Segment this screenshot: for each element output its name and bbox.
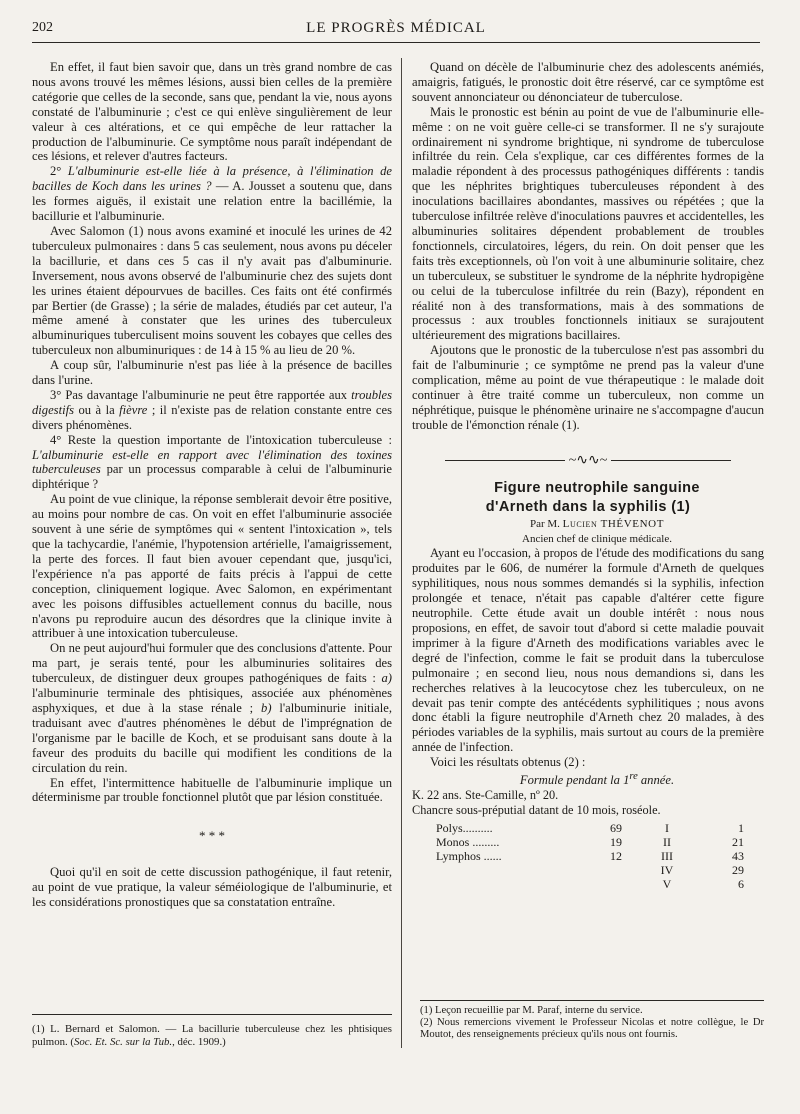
paragraph: Ayant eu l'occasion, à propos de l'étude des modifications du sang produites par le 606, de numérer la formule d'Arneth de quelques syphilitiques, nous nous sommes demandés si la syphilis, infection prolongée et tenace, n'était pas capable d'altérer cette figure neutrophile. Cette étude avait un double intérêt : nous nous proposions, en effet, de savoir tout d'abord si cette maladie pouvait imprimer à la figure d'Arneth des modifications variables avec le degré de l'infection, comme le fait se produit dans la tuberculose pulmonaire ; en second lieu, nous nous demandions si, dans les recherches relatives à la leucocytose chez les tuberculeux, on ne devait pas tenir compte des antécédents syphilitiques ; nous avons donc établi la figure neutrophile d'Arneth chez 20 malades, à des périodes variables de la syphilis, mais surtout au cours de la première année de l'infection. [412, 546, 764, 755]
formula-table [436, 821, 744, 891]
table-row [436, 821, 744, 835]
table-cell-pct: 19 [610, 834, 622, 849]
paragraph: 4° Reste la question importante de l'intoxication tuberculeuse : L'albuminurie est-elle en rapport avec l'élimination des toxines tuberculeuses par un processus comparable à celui de l'albuminurie diphtérique ? [32, 432, 392, 492]
table-cell-pct: 69 [610, 820, 622, 835]
table-row [436, 835, 744, 849]
table-cell-label: Monos ......... [436, 834, 500, 849]
table-cell-cls: IV [660, 862, 674, 877]
paragraph: En effet, il faut bien savoir que, dans un très grand nombre de cas nous avons trouvé les mêmes lésions, aussi bien celles de la première catégorie que celles de la seconde, sans que, pendant la vie, nous ayons constaté de l'albuminurie ; c'est ce qui enlève singulièrement de leur valeur à ces altérations, et ce qui empêche de leur rattacher la production de l'albuminurie. Ce symptôme nous paraît indépendant de ces lésions, et relever d'autres facteurs. [32, 60, 392, 164]
paragraph: Voici les résultats obtenus (2) : [430, 755, 586, 770]
footnote: (2) Nous remercions vivement le Professeur Nicolas et notre collègue, le Dr Moutot, des renseignements précieux qu'ils nous ont fournis. [420, 1017, 764, 1041]
table-cell-cnt: 1 [738, 820, 744, 835]
paragraph: Au point de vue clinique, la réponse semblerait devoir être positive, au moins pour nombre de cas. On voit en effet l'albuminurie associée souvent à une série de symptômes qui « sentent l'intoxication », tels que la tachycardie, l'anémie, l'hypotension artérielle, l'amaigrissement, la perte des forces. Il faut bien avouer cependant que, jusqu'ici, l'expérience n'a pas apporté de faits précis à l'appui de cette conception, cliniquement logique. Avec Salomon, en expérimentant avec les poisons diffusibles actuellement connus du bacille, nous n'avons pu reproduire aucun des désordres que la clinique invite à attribuer à une intoxication tuberculeuse. [32, 492, 392, 641]
paragraph: Mais le pronostic est bénin au point de vue de l'albuminurie elle-même : on ne voit guère celle-ci se transformer. Il ne s'y surajoute ordinairement ni syndrome brightique, ni syndrome de tuberculose infiltrée du rein. Cela s'explique, car ces différentes formes de la maladie répondent à des processus pathogéniques différents : tandis que les néphrites brightiques tuberculeuses répondent à des inoculations bacillaires abondantes, massives ou répétées ; que la tuberculose infiltrée relève d'inoculations pauvres et accidentelles, les albuminuries solitaires dépendent probablement de troubles fonctionnels, circulatoires, légers, du rein. On doit penser que les faits très exceptionnels, où l'on voit à une albuminurie solitaire, chez un tuberculeux, se substituer le syndrome de la néphrite hydropigène ou celui de la tuberculose infiltrée du rein (Bazy), répondent en réalité non à des transformations, mais à des sommations de processus : aux troubles fonctionnels initiaux se surajoutent ultérieurement des migrations bacillaires. [412, 104, 764, 343]
table-cell-pct [562, 863, 634, 877]
case-description [412, 788, 764, 818]
section-ornament [412, 452, 764, 468]
table-cell-label: Polys.......... [436, 820, 493, 835]
table-cell-pct [562, 877, 634, 891]
paragraph: A coup sûr, l'albuminurie n'est pas liée à la présence de bacilles dans l'urine. [32, 358, 392, 388]
case-details: Chancre sous-préputial datant de 10 mois, roséole. [412, 803, 661, 818]
table-cell-label: Lymphos ...... [436, 848, 502, 863]
running-header [32, 18, 760, 43]
table-row [436, 863, 744, 877]
paragraph: 2° L'albuminurie est-elle liée à la présence, à l'élimination de bacilles de Koch dans les urines ? — A. Jousset a soutenu que, dans les formes aiguës, il existait une relation entre la bacillémie, la bacillurie et l'albuminurie. [32, 164, 392, 224]
paragraph: Quoi qu'il en soit de cette discussion pathogénique, il faut retenir, au point de vue pratique, la valeur séméiologique de l'albuminurie, et les considérations pronostiques que sa constatation entraîne. [32, 865, 392, 910]
table-cell-label [436, 877, 562, 891]
page-number: 202 [32, 20, 53, 35]
paragraph: 3° Pas davantage l'albuminurie ne peut être rapportée aux troubles digestifs ou à la fièvre ; il n'existe pas de relation constante entre ces divers phénomènes. [32, 387, 392, 432]
table-cell-cnt: 6 [738, 876, 744, 891]
section-separator-stars: * * * [199, 828, 225, 844]
author-name: Lucien THÉVENOT [562, 517, 665, 530]
table-cell-cls: I [665, 820, 669, 835]
byline: Par M. Lucien THÉVENOT [529, 517, 665, 530]
table-row [436, 849, 744, 863]
footnote: (1) Leçon recueillie par M. Paraf, interne du service. [420, 1005, 643, 1016]
paragraph: Avec Salomon (1) nous avons examiné et inoculé les urines de 42 tuberculeux pulmonaires : dans 5 cas seulement, nous avons pu déceler la bacillurie, et dans ces 5 cas il n'y avait pas d'albuminurie. Inversement, nous avons observé de l'albuminurie chez des sujets dont les urines étaient dépourvues de bacilles. Ces faits ont été confirmés par Bertier (de Grasse) ; la série de malades, étudiés par cet auteur, l'a même amené à constater que les urines des tuberculeux albuminuriques tuberculisent moins souvent les cobayes que celles des tuberculeux non albuminuriques : de 14 à 15 % au lieu de 20 %. [32, 223, 392, 358]
table-cell-cnt: 29 [732, 862, 744, 877]
table-cell-pct: 12 [610, 848, 622, 863]
column-divider [401, 58, 402, 1048]
question-heading: L'albuminurie est-elle liée à la présence, à l'élimination de bacilles de Koch dans les urines ? [32, 164, 392, 194]
table-row [436, 877, 744, 891]
ornament-line [611, 460, 731, 461]
footnote: (1) L. Bernard et Salomon. — La bacillurie tuberculeuse chez les phtisiques pulmon. (Soc. Et. Sc. sur la Tub., déc. 1909.) [32, 1023, 392, 1048]
journal-title: LE PROGRÈS MÉDICAL [306, 20, 486, 36]
left-column [32, 60, 392, 910]
article-title: Figure neutrophile sanguine d'Arneth dans la syphilis (1) [485, 479, 700, 515]
paragraph: Ajoutons que le pronostic de la tuberculose n'est pas assombri du fait de l'albuminurie ; ce symptôme ne prend pas la valeur d'une complication, même au point de vue thérapeutique : le malade doit continuer à être traité comme un tuberculeux, non comme un néphrétique, puisque le phénomène urinaire ne s'accompagne d'aucun trouble de l'émonction rénale (1). [412, 343, 764, 432]
ornament-swirl-icon: ~∿∿~ [568, 452, 608, 468]
right-column [412, 60, 764, 891]
paragraph: En effet, l'intermittence habituelle de l'albuminurie implique un déterminisme par trouble fonctionnel plutôt que par lésion constituée. [32, 775, 392, 805]
table-cell-cnt: 43 [732, 848, 744, 863]
author-affiliation: Ancien chef de clinique médicale. [522, 532, 672, 545]
table-cell-cls: V [662, 876, 672, 891]
ornament-line [445, 460, 565, 461]
paragraph: On ne peut aujourd'hui formuler que des conclusions d'attente. Pour ma part, je serais tenté, pour les albuminuries solitaires des tuberculeux, de distinguer deux groupes pathogéniques de faits : a) l'albuminurie terminale des phtisiques, associée aux phénomènes asphyxiques, et due à la stase rénale ; b) l'albuminurie initiale, traduisant avec d'autres phénomènes le début de l'imprégnation de l'organisme par le bacille de Koch, et se produisant sans doute à la faveur des produits du bacille qui modifient les conditions de la circulation du rein. [32, 641, 392, 775]
footnotes-right [420, 1000, 764, 1042]
table-cell-label [436, 863, 562, 877]
formula-title: Formule pendant la 1re année. [519, 771, 675, 788]
question-heading: L'albuminurie est-elle en rapport avec l'élimination des toxines tuberculeuses [32, 447, 392, 477]
table-cell-cls: III [661, 848, 673, 863]
footnotes-left [32, 1014, 392, 1049]
table-cell-cnt: 21 [732, 834, 744, 849]
case-id: K. 22 ans. Ste-Camille, nº 20. [412, 788, 559, 803]
table-cell-cls: II [663, 834, 671, 849]
title-footnote-ref: (1) [666, 498, 691, 515]
paragraph: Quand on décèle de l'albuminurie chez des adolescents anémiés, amaigris, fatigués, le pronostic doit être réservé, car ce symptôme est souvent annonciateur ou dénonciateur de tuberculose. [412, 60, 764, 104]
